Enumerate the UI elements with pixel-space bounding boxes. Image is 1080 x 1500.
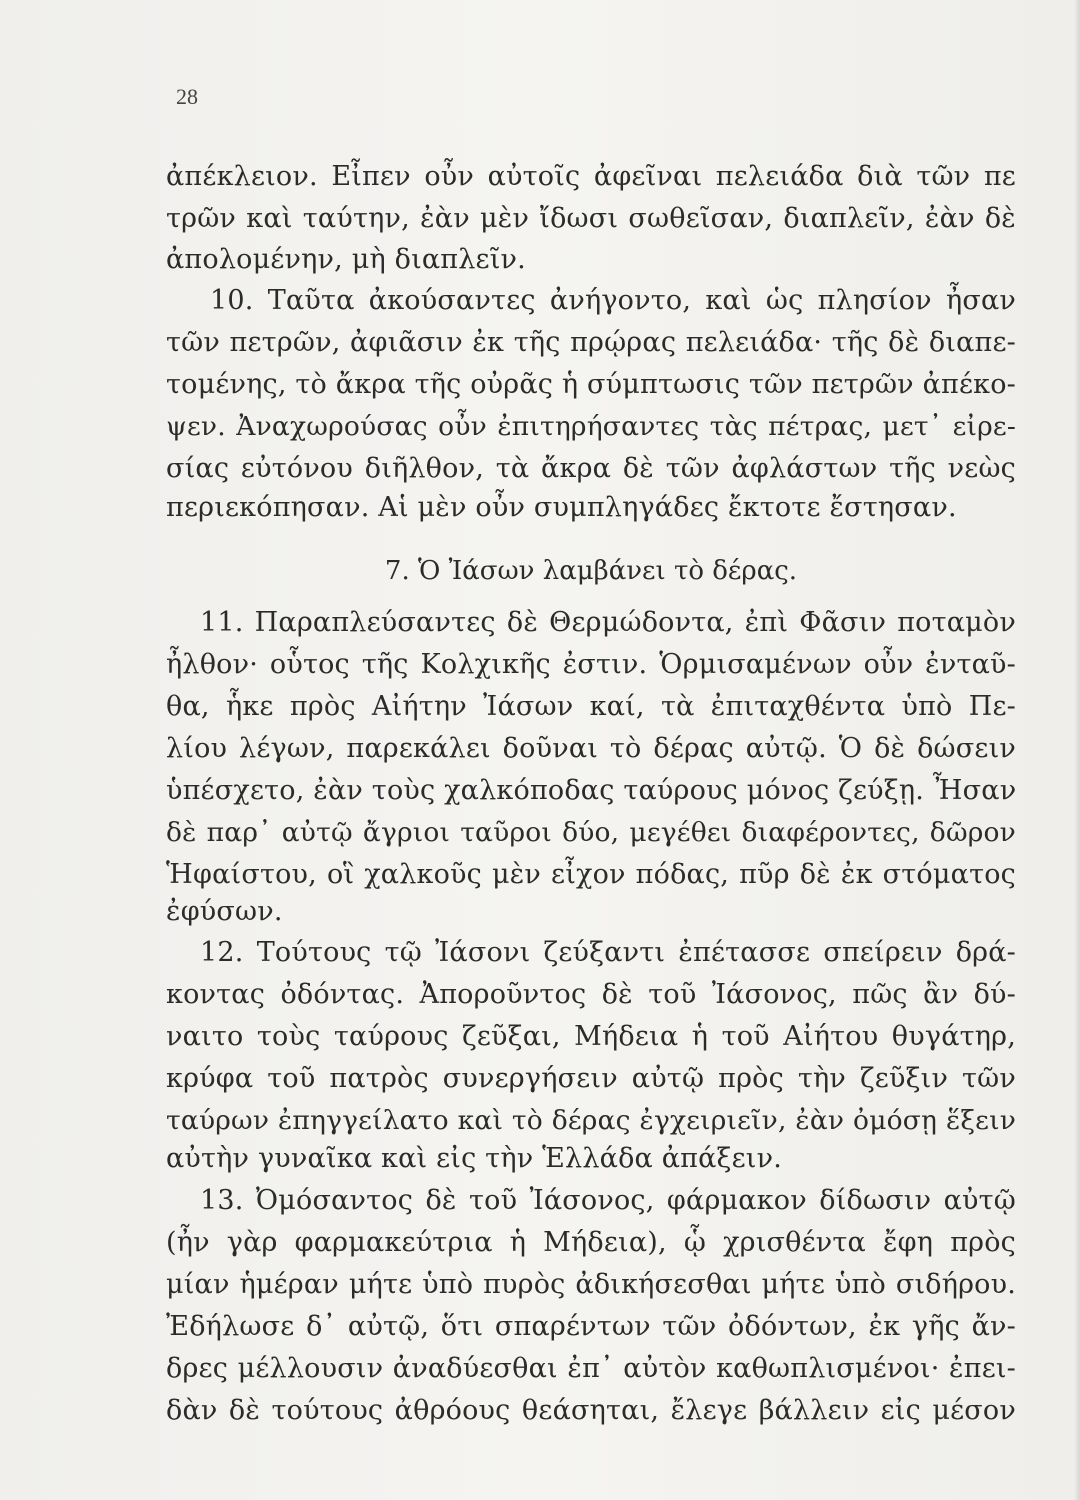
text-line: ἐφύσων. — [166, 896, 283, 927]
text-line: αὐτὴν γυναῖκα καὶ εἰς τὴν Ἑλλάδα ἀπάξειν. — [166, 1143, 782, 1174]
page-number: 28 — [176, 84, 198, 109]
text-line: δρες μέλλουσιν ἀναδύεσθαι ἐπ᾿ αὐτὸν καθωπλισμένοι· ἐπει- — [166, 1353, 1016, 1384]
text-line: λίου λέγων, παρεκάλει δοῦναι τὸ δέρας αὐτῷ. Ὁ δὲ δώσειν — [166, 733, 1016, 764]
text-line: τρῶν καὶ ταύτην, ἐὰν μὲν ἴδωσι σωθεῖσαν, διαπλεῖν, ἐὰν δὲ — [166, 203, 1016, 234]
text-line: ψεν. Ἀναχωρούσας οὖν ἐπιτηρήσαντες τὰς πέτρας, μετ᾿ εἰρε- — [166, 411, 1016, 442]
text-line: ἀπολομένην, μὴ διαπλεῖν. — [166, 244, 526, 275]
text-line: κρύφα τοῦ πατρὸς συνεργήσειν αὐτῷ πρὸς τὴν ζεῦξιν τῶν — [166, 1063, 1016, 1094]
text-line: περιεκόπησαν. Αἱ μὲν οὖν συμπληγάδες ἔκτοτε ἔστησαν. — [166, 492, 957, 523]
text-line: ἀπέκλειον. Εἶπεν οὖν αὐτοῖς ἀφεῖναι πελειάδα διὰ τῶν πε — [166, 161, 1016, 192]
text-line: Ἐδήλωσε δ᾿ αὐτῷ, ὅτι σπαρέντων τῶν ὀδόντων, ἐκ γῆς ἄν- — [166, 1311, 1016, 1342]
text-line: ὑπέσχετο, ἐὰν τοὺς χαλκόποδας ταύρους μόνος ζεύξῃ. Ἦσαν — [166, 775, 1017, 806]
text-line: δὰν δὲ τούτους ἀθρόους θεάσηται, ἔλεγε βάλλειν εἰς μέσον — [166, 1395, 1016, 1426]
text-line: κοντας ὀδόντας. Ἀποροῦντος δὲ τοῦ Ἰάσονος, πῶς ἂν δύ- — [166, 979, 1016, 1010]
text-line: (ἦν γὰρ φαρμακεύτρια ἡ Μήδεια), ᾧ χρισθέντα ἔφη πρὸς — [166, 1227, 1016, 1258]
paragraph-start-12: 12. Τούτους τῷ Ἰάσονι ζεύξαντι ἐπέτασσε σπείρειν δρά- — [200, 937, 1016, 968]
text-line: ναιτο τοὺς ταύρους ζεῦξαι, Μήδεια ἡ τοῦ Αἰήτου θυγάτηρ, — [166, 1021, 1016, 1052]
text-line: δὲ παρ᾿ αὐτῷ ἄγριοι ταῦροι δύο, μεγέθει διαφέροντες, δῶρον — [166, 817, 1016, 848]
text-line: τομένης, τὸ ἄκρα τῆς οὐρᾶς ἡ σύμπτωσις τῶν πετρῶν ἀπέκο- — [166, 369, 1016, 400]
page-edge-shadow — [1074, 0, 1080, 1500]
text-line: ταύρων ἐπηγγείλατο καὶ τὸ δέρας ἐγχειριεῖν, ἐὰν ὀμόσῃ ἕξειν — [166, 1105, 1016, 1136]
text-line: ἦλθον· οὗτος τῆς Κολχικῆς ἐστιν. Ὁρμισαμένων οὖν ἐνταῦ- — [166, 649, 1016, 680]
paragraph-start-11: 11. Παραπλεύσαντες δὲ Θερμώδοντα, ἐπὶ Φᾶσιν ποταμὸν — [200, 607, 1016, 638]
text-line: τῶν πετρῶν, ἀφιᾶσιν ἐκ τῆς πρῴρας πελειάδα· τῆς δὲ διαπε- — [166, 327, 1016, 358]
text-line: σίας εὐτόνου διῆλθον, τὰ ἄκρα δὲ τῶν ἀφλάστων τῆς νεὼς — [166, 453, 1016, 484]
paragraph-start-13: 13. Ὀμόσαντος δὲ τοῦ Ἰάσονος, φάρμακον δίδωσιν αὐτῷ — [200, 1185, 1016, 1216]
section-heading: 7. Ὁ Ἰάσων λαμβάνει τὸ δέρας. — [384, 556, 798, 586]
text-line: θα, ἧκε πρὸς Αἰήτην Ἰάσων καί, τὰ ἐπιταχθέντα ὑπὸ Πε- — [166, 691, 1016, 722]
text-line: Ἡφαίστου, οἳ χαλκοῦς μὲν εἶχον πόδας, πῦρ δὲ ἐκ στόματος — [166, 859, 1016, 890]
paragraph-start-10: 10. Ταῦτα ἀκούσαντες ἀνήγοντο, καὶ ὡς πλησίον ἦσαν — [210, 285, 1016, 316]
text-line: μίαν ἡμέραν μήτε ὑπὸ πυρὸς ἀδικήσεσθαι μήτε ὑπὸ σιδήρου. — [166, 1269, 1016, 1300]
